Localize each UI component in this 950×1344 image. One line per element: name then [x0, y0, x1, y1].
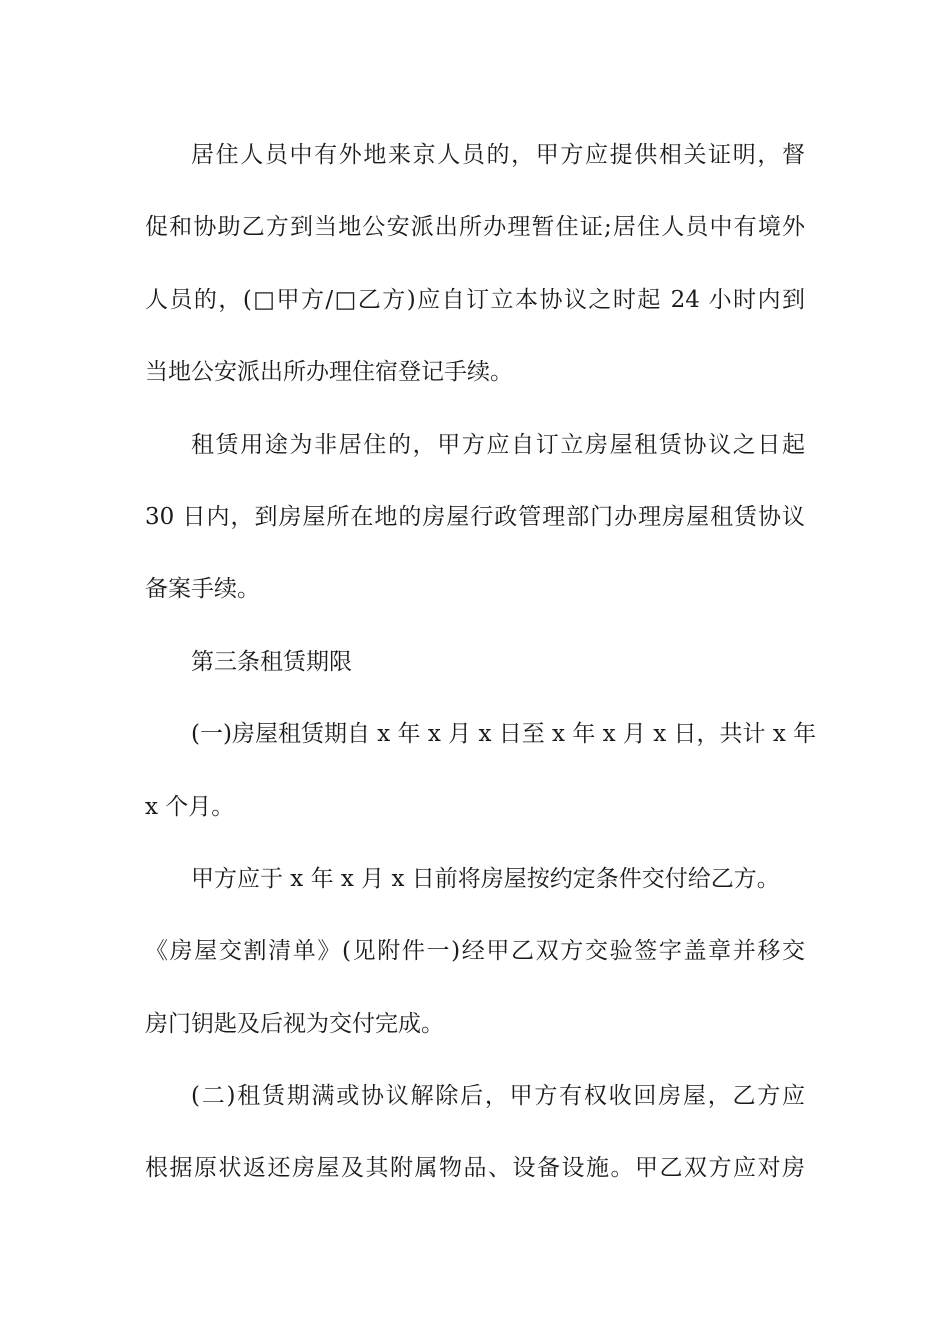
paragraph-line: x 个月。 — [145, 793, 235, 820]
paragraph-line: 房门钥匙及后视为交付完成。 — [145, 1010, 444, 1037]
document-body — [145, 128, 817, 1214]
paragraph-line: 人员的，(□甲方/□乙方)应自订立本协议之时起 24 小时内到 — [145, 286, 805, 313]
paragraph-line: (一)房屋租赁期自 x 年 x 月 x 日至 x 年 x 月 x 日，共计 x 年 — [191, 721, 817, 748]
paragraph-line: 《房屋交割清单》(见附件一)经甲乙双方交验签字盖章并移交 — [145, 938, 805, 965]
paragraph-line: 30 日内，到房屋所在地的房屋行政管理部门办理房屋租赁协议 — [145, 503, 805, 530]
paragraph-line: 根据原状返还房屋及其附属物品、设备设施。甲乙双方应对房 — [145, 1155, 805, 1182]
paragraph-line: 租赁用途为非居住的，甲方应自订立房屋租赁协议之日起 — [191, 431, 805, 458]
paragraph-line: 促和协助乙方到当地公安派出所办理暂住证;居住人员中有境外 — [145, 214, 805, 241]
paragraph-line: 甲方应于 x 年 x 月 x 日前将房屋按约定条件交付给乙方。 — [191, 865, 780, 892]
paragraph-line: 备案手续。 — [145, 576, 260, 603]
paragraph-line: 当地公安派出所办理住宿登记手续。 — [145, 359, 513, 386]
paragraph-line: (二)租赁期满或协议解除后，甲方有权收回房屋，乙方应 — [191, 1083, 805, 1110]
paragraph-line: 居住人员中有外地来京人员的，甲方应提供相关证明，督 — [191, 142, 805, 168]
section-heading: 第三条租赁期限 — [191, 648, 352, 675]
